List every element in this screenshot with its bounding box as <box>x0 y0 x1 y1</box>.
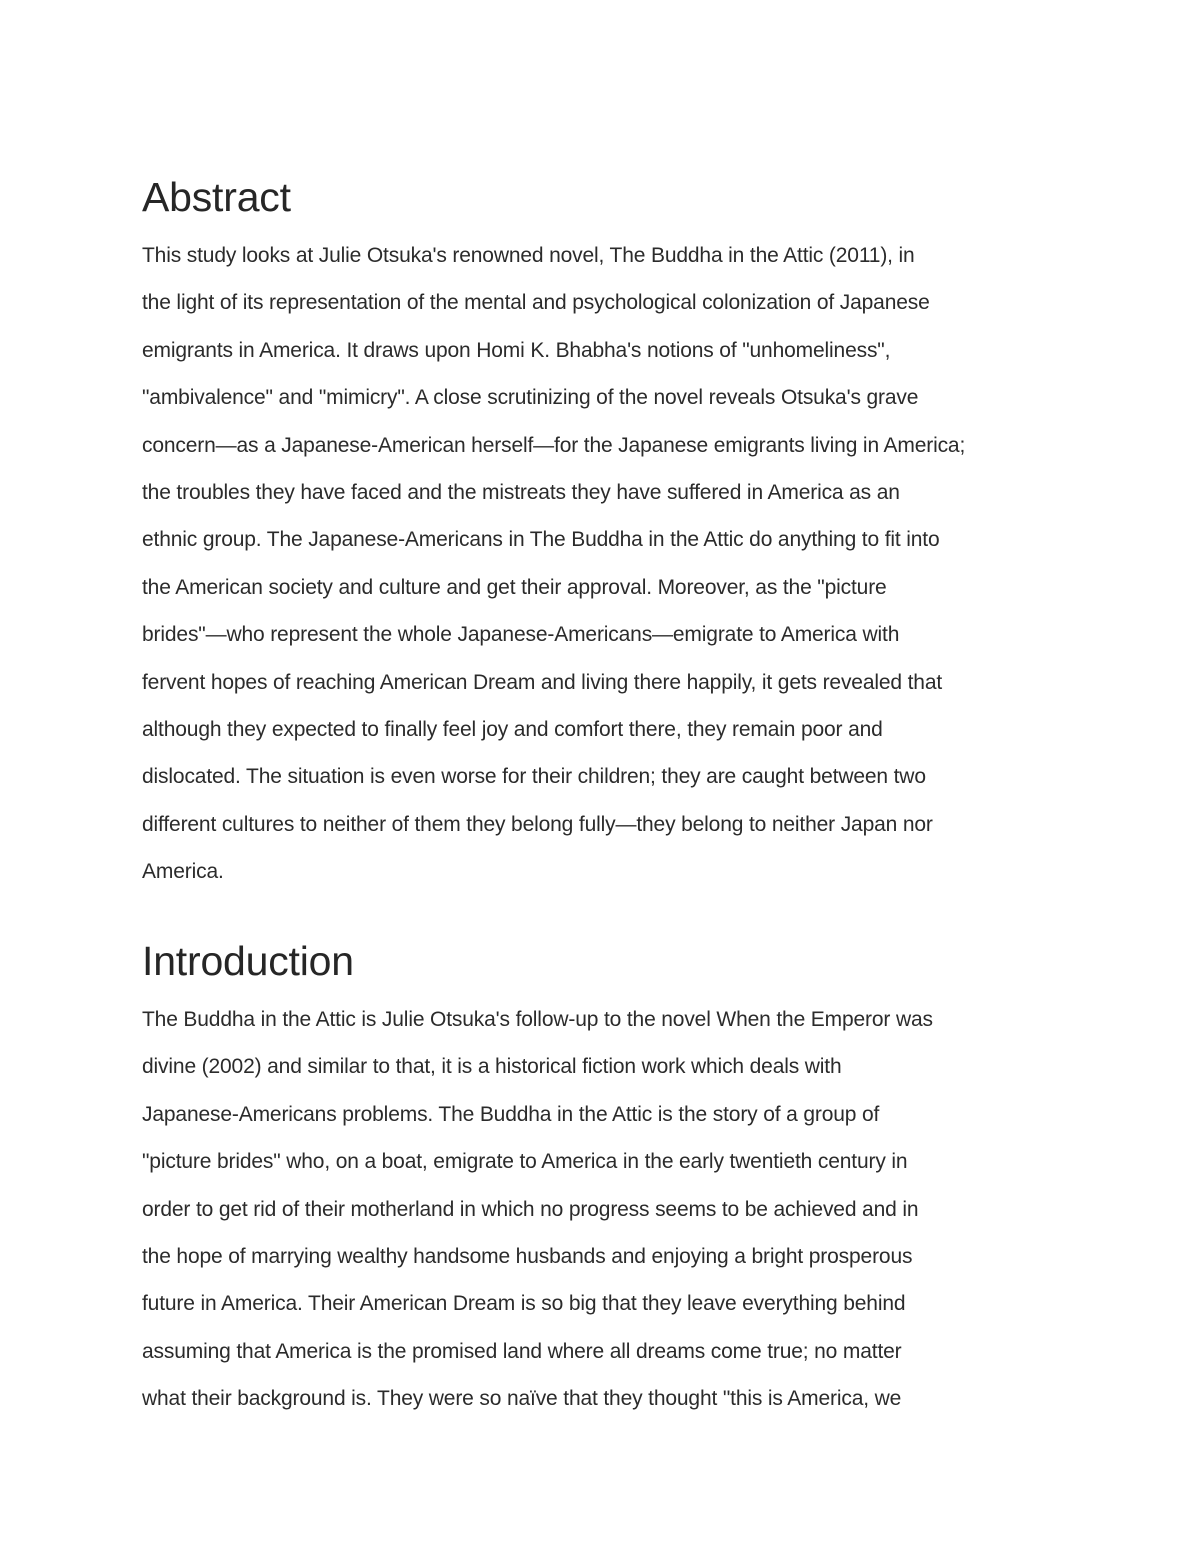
abstract-section <box>142 172 1067 896</box>
abstract-line: the light of its representation of the mental and psychological colonization of Japanese <box>142 291 930 315</box>
abstract-line: although they expected to finally feel joy and comfort there, they remain poor and <box>142 718 883 742</box>
abstract-line: emigrants in America. It draws upon Homi K. Bhabha's notions of "unhomeliness", <box>142 338 891 362</box>
introduction-line: what their background is. They were so naïve that they thought "this is America, we <box>142 1387 902 1411</box>
abstract-line: the troubles they have faced and the mistreats they have suffered in America as an <box>142 481 900 505</box>
introduction-line: assuming that America is the promised land where all dreams come true; no matter <box>142 1339 902 1363</box>
introduction-line: "picture brides" who, on a boat, emigrate to America in the early twentieth century in <box>142 1150 908 1174</box>
introduction-line: Japanese-Americans problems. The Buddha in the Attic is the story of a group of <box>142 1102 880 1126</box>
abstract-line: "ambivalence" and "mimicry". A close scrutinizing of the novel reveals Otsuka's grave <box>142 386 919 410</box>
abstract-line: America. <box>142 860 224 884</box>
abstract-line: the American society and culture and get their approval. Moreover, as the "picture <box>142 575 887 599</box>
introduction-line: The Buddha in the Attic is Julie Otsuka's follow-up to the novel When the Emperor was <box>142 1008 933 1031</box>
introduction-line: divine (2002) and similar to that, it is a historical fiction work which deals with <box>142 1055 842 1079</box>
introduction-line: order to get rid of their motherland in which no progress seems to be achieved and in <box>142 1197 919 1221</box>
abstract-body <box>142 232 1067 896</box>
introduction-line: the hope of marrying wealthy handsome husbands and enjoying a bright prosperous <box>142 1245 913 1269</box>
abstract-line: brides"—who represent the whole Japanese-Americans—emigrate to America with <box>142 623 900 647</box>
introduction-heading: Introduction <box>142 938 354 984</box>
abstract-line: ethnic group. The Japanese-Americans in The Buddha in the Attic do anything to fit into <box>142 528 940 552</box>
abstract-line: dislocated. The situation is even worse for their children; they are caught between two <box>142 765 926 789</box>
abstract-line: fervent hopes of reaching American Dream and living there happily, it gets revealed that <box>142 670 943 694</box>
abstract-line: concern—as a Japanese-American herself—for the Japanese emigrants living in America; <box>142 433 966 457</box>
abstract-line: different cultures to neither of them they belong fully—they belong to neither Japan nor <box>142 812 933 836</box>
abstract-heading: Abstract <box>142 174 291 220</box>
abstract-line: This study looks at Julie Otsuka's renowned novel, The Buddha in the Attic (2011), in <box>142 244 915 267</box>
introduction-line: future in America. Their American Dream is so big that they leave everything behind <box>142 1292 906 1316</box>
introduction-section <box>142 936 1067 1423</box>
introduction-body <box>142 996 1067 1423</box>
